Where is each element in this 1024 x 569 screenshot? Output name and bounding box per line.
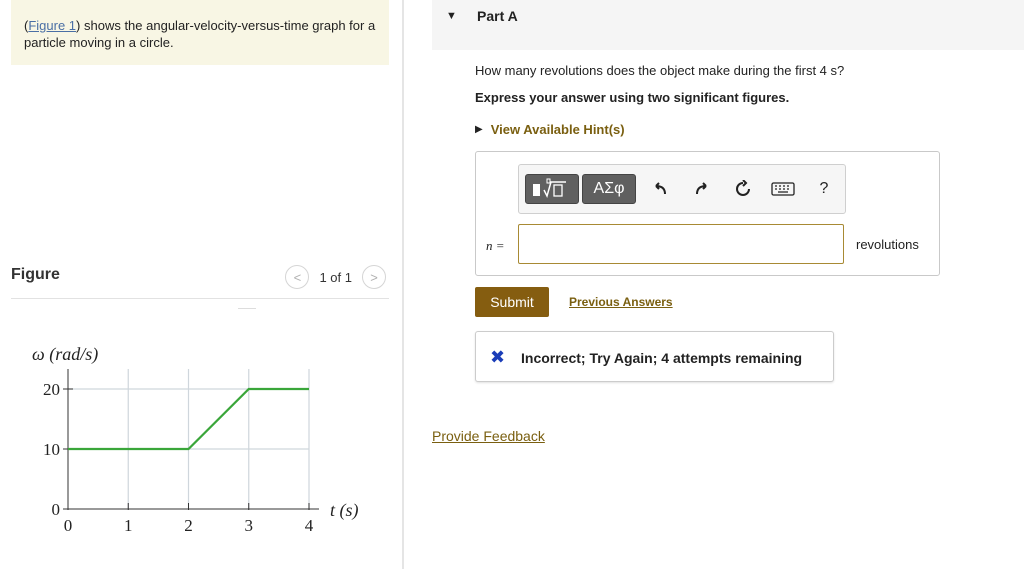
x-tick-label: 0 xyxy=(63,516,73,535)
question-text: How many revolutions does the object make during the first 4 s? xyxy=(475,63,845,78)
caret-right-icon: ▶ xyxy=(475,124,483,135)
keyboard-icon[interactable] xyxy=(769,174,797,204)
figure-panel xyxy=(0,0,403,569)
provide-feedback-link[interactable]: Provide Feedback xyxy=(432,428,545,444)
undo-icon[interactable] xyxy=(647,174,673,204)
greek-symbols-button[interactable]: ΑΣφ xyxy=(582,174,636,204)
figure-title: Figure xyxy=(11,266,60,283)
x-tick-label: 1 xyxy=(124,516,133,535)
x-tick-label: 2 xyxy=(184,516,193,535)
x-tick-label: 3 xyxy=(244,516,253,535)
math-template-icon[interactable] xyxy=(525,174,579,204)
pager-label: 1 of 1 xyxy=(319,269,352,285)
redo-icon[interactable] xyxy=(689,174,715,204)
instruction-text: Express your answer using two significant figures. xyxy=(475,90,790,105)
caret-down-icon[interactable]: ▼ xyxy=(446,10,457,22)
figure-pager xyxy=(285,265,386,289)
x-icon: ✖ xyxy=(490,347,506,367)
figure-link[interactable]: Figure 1 xyxy=(28,18,77,33)
reset-icon[interactable] xyxy=(730,174,756,204)
y-tick-label: 20 xyxy=(43,380,60,399)
y-axis-label: ω (rad/s) xyxy=(32,344,99,364)
view-hints-link[interactable] xyxy=(475,122,625,137)
part-title: Part A xyxy=(477,8,518,24)
feedback-message xyxy=(475,331,834,382)
unit-label: revolutions xyxy=(856,237,919,252)
intro-text: (Figure 1) shows the angular-velocity-versus-time graph for a particle moving in a circle. xyxy=(11,0,389,65)
part-header[interactable] xyxy=(432,0,1024,50)
x-axis-label: t (s) xyxy=(330,500,359,520)
submit-button[interactable]: Submit xyxy=(475,287,549,317)
figure-header xyxy=(11,264,389,299)
chevron-right-icon[interactable]: > xyxy=(362,265,386,289)
divider xyxy=(238,308,256,309)
y-tick-label: 0 xyxy=(51,500,60,519)
feedback-text: Incorrect; Try Again; 4 attempts remaining xyxy=(521,350,803,366)
answer-input[interactable] xyxy=(518,224,844,264)
y-tick-label: 10 xyxy=(43,440,60,459)
chevron-left-icon[interactable]: < xyxy=(285,265,309,289)
math-toolbar xyxy=(518,164,846,214)
angular-velocity-chart xyxy=(20,335,380,550)
panel-divider xyxy=(402,0,404,569)
answer-box xyxy=(475,151,940,276)
hints-label: View Available Hint(s) xyxy=(490,122,625,137)
x-tick-label: 4 xyxy=(304,516,314,535)
previous-answers-link[interactable]: Previous Answers xyxy=(569,295,673,309)
variable-label: n = xyxy=(486,238,505,253)
help-button[interactable]: ? xyxy=(819,180,829,197)
